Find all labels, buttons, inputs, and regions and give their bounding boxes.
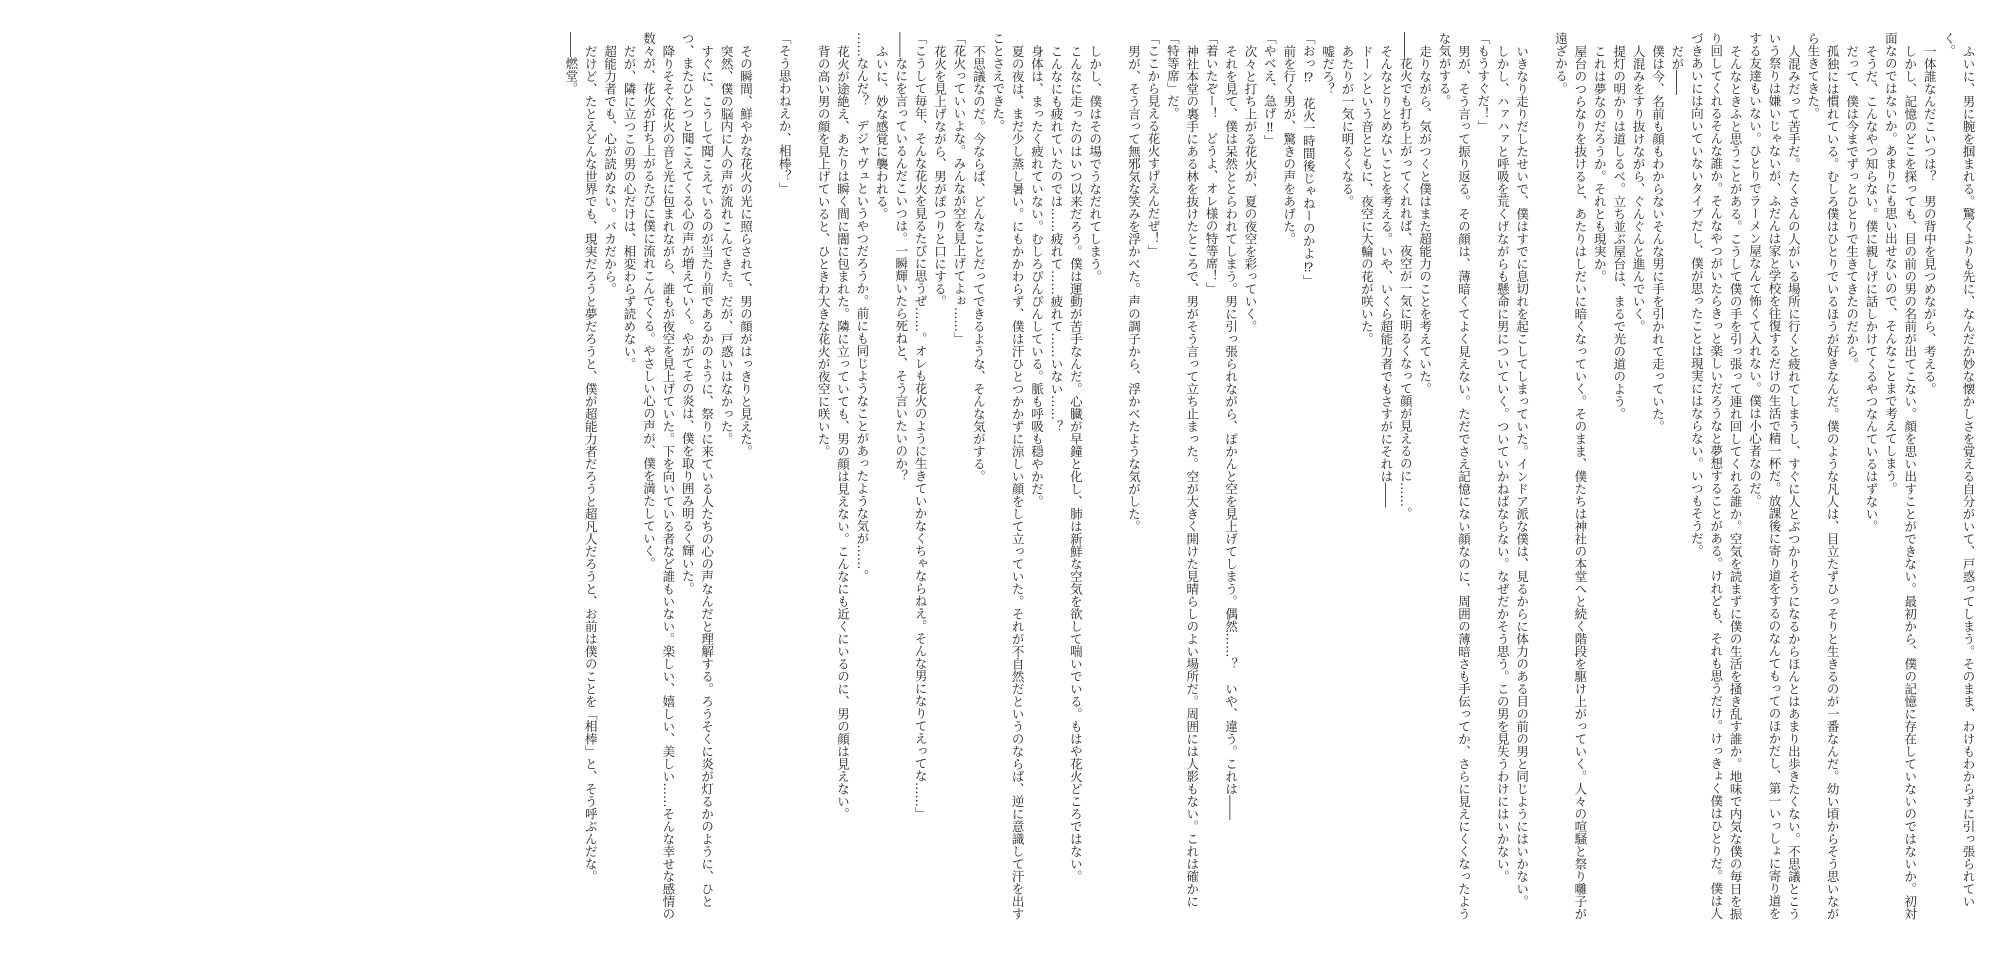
- paragraph: 突然、僕の脳内に人の声が流れこんできた。だが、戸惑いはなかった。: [719, 44, 735, 445]
- paragraph: だが――: [1669, 44, 1685, 95]
- paragraph: 神社本堂の裏手にある林を抜けたところで、男がそう言って立ち止まった。空が大きく開けた見晴らしのよい場所だ。周囲には人影もない。これは確かに「特等席」だ。: [1165, 32, 1200, 907]
- paragraph: 「花火っていいよな。みんなが空を見上げてよぉ……」: [951, 32, 967, 345]
- paragraph: ――花火でも打ち上がってくれれば、夜空が一気に明るくなって顔が見えるのに……。: [1398, 32, 1414, 520]
- paragraph: 不思議なのだ。今ならば、どんなことだってできるような、そんな気がする。: [971, 44, 987, 482]
- paragraph: 「やべえ、急げ‼」: [1262, 32, 1278, 147]
- paragraph: 前を行く男が、驚きの声をあげた。: [1281, 44, 1297, 245]
- paragraph: 「着いたぞー！ どうよ、オレ様の特等席！」: [1204, 32, 1220, 295]
- section-break: [1532, 32, 1551, 922]
- paragraph: 超能力者でも、心が読めない。バカだから。: [602, 44, 618, 295]
- paragraph: その瞬間、鮮やかな花火の光に照らされて、男の顔がはっきりと見えた。: [738, 44, 754, 457]
- paragraph: しかし、記憶のどこを探っても、目の前の男の名前が出てこない。顔を思い出すことができない。最初から、僕の記憶に存在していないのではないか。初対面なのではないか。あまりにも思い出せないので、そんなことまで考えてしまう。: [1883, 32, 1918, 920]
- paragraph: ……なんだ？ デジャヴュというやつだろうか。前にも同じようなことがあったような気が……。: [854, 32, 870, 582]
- paragraph: これは夢なのだろうか。それとも現実か。: [1592, 44, 1608, 282]
- paragraph: 僕は今、名前も顔もわからないそんな男に手を引かれて走っていた。: [1650, 44, 1666, 432]
- section-break: [1105, 32, 1124, 922]
- paragraph: 背の高い男の顔を見上げていると、ひときわ大きな花火が夜空に咲いた。: [816, 44, 832, 457]
- paragraph: 降りそそぐ花火の音と光に包まれながら、誰もが夜空を見上げていた。下を向いている者など誰もいない。楽しい、嬉しい、美しい……そんな幸せな感情の数々が、花火が打ち上がるたびに僕に流れこんでくる。やさしい心の声が、僕を満たしていく。: [641, 32, 676, 920]
- paragraph: 「おっ⁉ 花火一時間後じゃねーのかよ⁉」: [1301, 32, 1317, 287]
- paragraph: 身体は、まったく疲れていない。むしろぴんぴんしている。脈も呼吸も穏やかだ。: [1029, 44, 1045, 507]
- paragraph: それを見て、僕は呆然ととらわれてしまう。男に引っ張られながら、ぽかんと空を見上げてしまう。偶然……？ いや、違う。これは――: [1223, 44, 1239, 820]
- paragraph: 夏の夜は、まだ少し蒸し暑い。にもかかわらず、僕は汗ひとつかかずに涼しい顔をして立っていた。それが不自然だというのならば、逆に意識して汗を出すことさえできた。: [990, 32, 1026, 920]
- paragraph: 嘘だろ？: [1320, 44, 1336, 95]
- paragraph: だって、僕は今までずっとひとりで生きてきたのだから。: [1844, 44, 1860, 370]
- paragraph: あたりが一気に明るくなる。: [1340, 44, 1356, 207]
- paragraph: 「ここから見える花火すげえんだぜ！」: [1145, 32, 1161, 257]
- paragraph: ――燃堂。: [563, 32, 579, 95]
- vertical-text-body: [298, 32, 1978, 922]
- paragraph: ――なにを言っているんだこいつは。一瞬輝いたら死ねと、そう言いたいのか？: [893, 32, 909, 482]
- paragraph: そうだ、こんなやつ知らない。僕に親しげに話しかけてくるやつなんているはずない。: [1863, 44, 1879, 532]
- paragraph: だが、隣に立つこの男の心だけは、相変わらず読めない。: [622, 44, 638, 370]
- paragraph: 「そう思わねえか、相棒？」: [777, 32, 793, 195]
- paragraph: ふいに、男に腕を掴まれる。驚くよりも先に、なんだか妙な懐かしさを覚える自分がいて、戸惑ってしまう。そのまま、わけもわからずに引っ張られていく。: [1941, 32, 1976, 907]
- paragraph: こんなに走ったのはいつ以来だろう。僕は運動が苦手なんだ。心臓が早鐘と化し、肺は新鮮な空気を欲して喘いでいる。もはや花火どころではない。: [1068, 44, 1084, 882]
- section-break: [755, 32, 774, 922]
- paragraph: ふいに、妙な感覚に襲われる。: [874, 44, 890, 220]
- paragraph: 走りながら、気がつくと僕はまた超能力のことを考えていた。: [1417, 44, 1433, 395]
- paragraph: そんなとりとめないことを考える。いや、いくら超能力者でもさすがにそれは――: [1378, 44, 1394, 507]
- paragraph: いきなり走りだしたせいで、僕はすでに息切れを起こしてしまっていた。インドア派な僕は、見るからに体力のある目の前の男と同じようにはいかない。: [1514, 44, 1530, 907]
- paragraph: 花火を見上げながら、男がぽつりと口にする。: [932, 44, 948, 307]
- paragraph: 人混みだって苦手だ。たくさんの人がいる場所に行くと疲れてしまうし、すぐに人とぶつかりそうになるからほんとはあまり出歩きたくない。不思議とこういう祭りは嫌いじゃないが、ふだんは家と学校を往復するだけの生活で精一杯だ。放課後に寄り道をするのなんてもってのほかだし、第一いっしょに寄り道をする友達もいない。ひとりでラーメン屋なんて怖くて入れない。僕は小心者なのだ。: [1747, 32, 1802, 920]
- paragraph: こんなにも疲れていたのでは……疲れて……疲れて……いない……？: [1048, 44, 1064, 432]
- paragraph: ドーンという音とともに、夜空に大輪の花が咲いた。: [1359, 44, 1375, 345]
- section-break: [794, 32, 813, 922]
- paragraph: 男が、そう言って無邪気な笑みを浮かべた。声の調子から、浮かべたような気がした。: [1126, 44, 1142, 532]
- paragraph: 人混みをすり抜けながら、ぐんぐんと進んでいく。: [1631, 44, 1647, 332]
- paragraph: だけど、たとえどんな世界でも、現実だろうと夢だろうと、僕が超能力者だろうと超凡人だろうと、お前は僕のことを「相棒」と、そう呼ぶんだな。: [583, 44, 599, 882]
- paragraph: 屋台のつらなりを抜けると、あたりはしだいに暗くなっていく。そのまま、僕たちは神社の本堂へと続く階段を駆け上がっていく。人々の喧騒と祭り囃子が遠ざかる。: [1553, 32, 1588, 920]
- paragraph: 一体誰なんだこいつは？ 男の背中を見つめながら、考える。: [1922, 44, 1938, 395]
- paragraph: 「こうして毎年、そんな花火を見るたびに思うぜ……。オレも花火のように生きていかなくちゃならねえ。そんな男になりてえってな……」: [913, 32, 929, 820]
- paragraph: 孤独には慣れている。むしろ僕はひとりでいるほうが好きなんだ。僕のような凡人は、目立たずひっそりと生きるのが一番なんだ。幼い頃からそう思いながら生きてきた。: [1805, 32, 1841, 920]
- paragraph: そんなときふと思うことがある。こうして僕の手を引っ張って連れ回してくれる誰か。空気を読まずに僕の生活を掻き乱す誰か。地味で内気な僕の毎日を振り回してくれるそんな誰か。そんなやつがいたらきっと楽しいだろうなと夢想することがある。けれども、それも思うだけ。けっきょく僕はひとりだ。僕は人づきあいには向いていないタイプだし、僕が思ったことは現実にはならない。いつもそうだ。: [1689, 32, 1744, 920]
- paragraph: しかし、僕はその場でうなだれてしまう。: [1087, 44, 1103, 282]
- paragraph: 次々と打ち上がる花火が、夏の夜空を彩っていく。: [1242, 44, 1258, 332]
- paragraph: 男が、そう言って振り返る。その顔は、薄暗くてよく見えない。ただでさえ記憶にない顔なのに、周囲の薄暗さも手伝ってか、さらに見えにくくなったような気がする。: [1437, 32, 1472, 920]
- paragraph: 「もうすぐだ！」: [1475, 32, 1491, 132]
- paragraph: しかし、ハァハァと呼吸を荒くげながらも懸命に男についていく。ついていかねばならない。なぜだかそう思う。この男を見失うわけにはいかない。: [1495, 44, 1511, 882]
- paragraph: 花火が途絶え、あたりは瞬く間に闇に包まれた。隣に立っていても、男の顔は見えない。こんなにも近くにいるのに、男の顔は見えない。: [835, 44, 851, 820]
- paragraph: すぐに、こうして聞こえているのが当たり前であるかのように、祭りに来ている人たちの心の声なんだと理解する。ろうそくに炎が灯るかのように、ひとつ、またひとつと聞こえてくる心の声が増えていく。やがてその炎は、僕を取り囲み明るく輝いた。: [680, 32, 715, 907]
- paragraph: 提灯の明かりは道しるべ。立ち並ぶ屋台は、まるで光の道のよう。: [1611, 44, 1627, 420]
